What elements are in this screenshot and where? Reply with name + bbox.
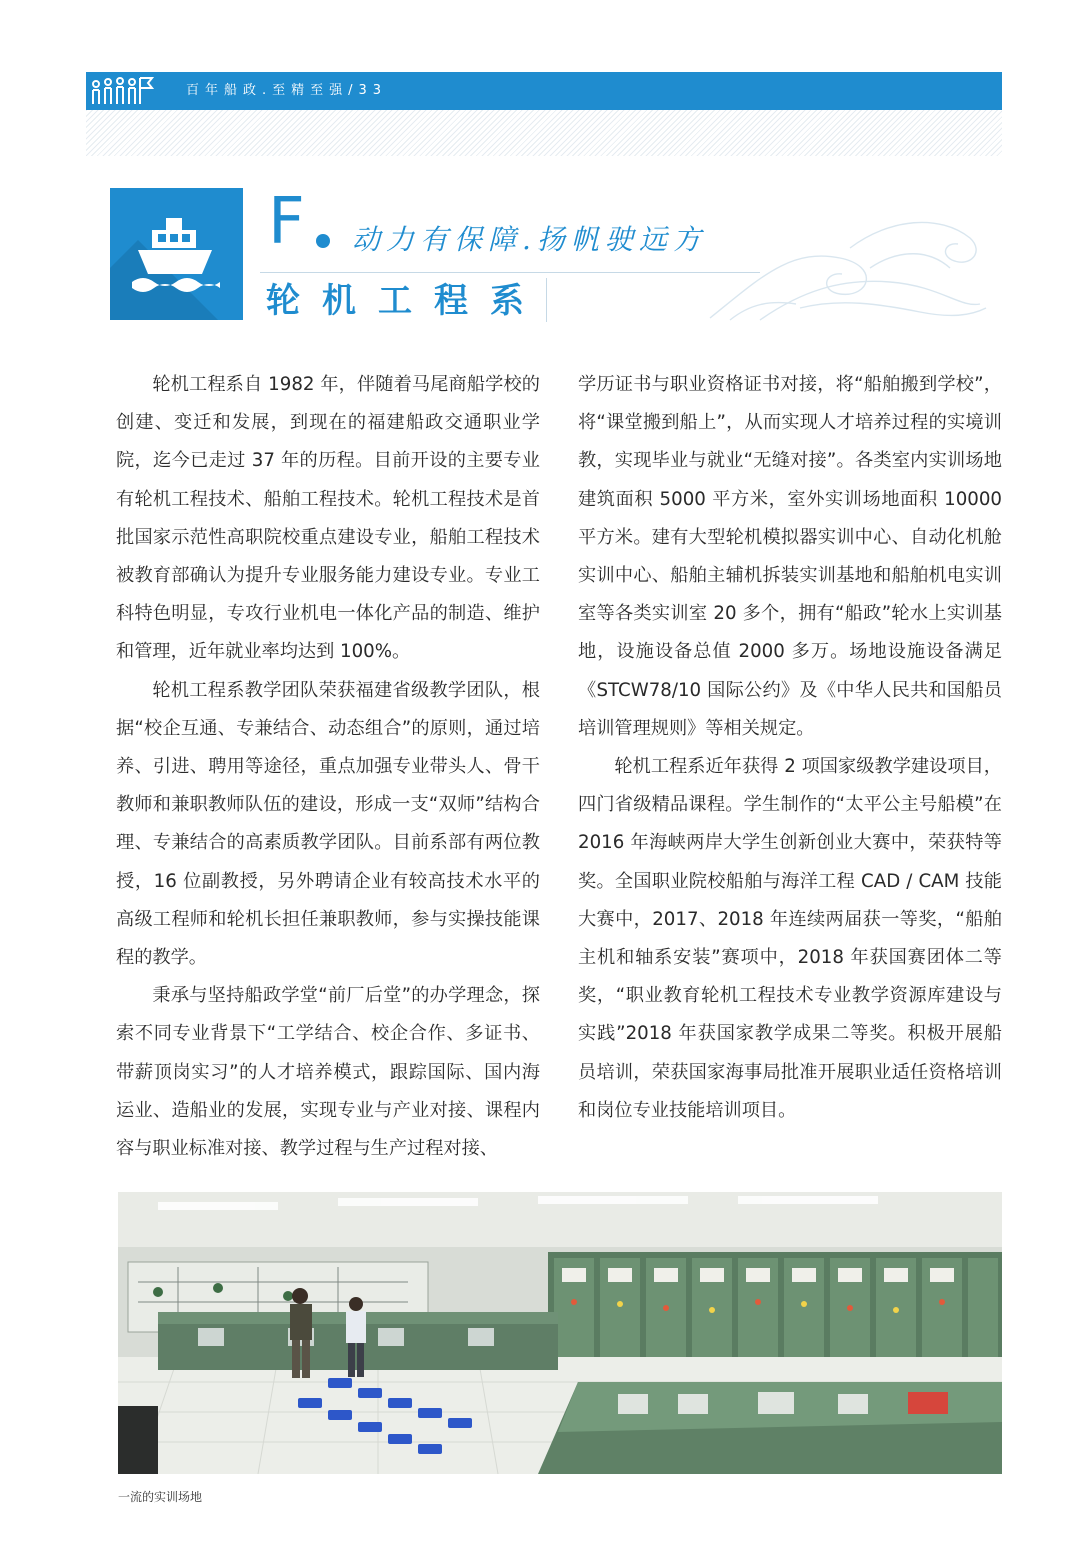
department-title: 轮机工程系: [266, 281, 546, 321]
paragraph: 轮机工程系教学团队荣获福建省级教学团队，根据“校企互通、专兼结合、动态组合”的原则，通过培养、引进、聘用等途径，重点加强专业带头人、骨干教师和兼职教师队伍的建设，形成一支“双师”结构合理、专兼结合的高素质教学团队。目前系部有两位教授，16 位副教授，另外聘请企业有较高技术水平的高级工程师和轮机长担任兼职教师，参与实操技能课程的教学。: [116, 679, 540, 969]
ship-waves-icon: [132, 218, 222, 298]
section-letter-dot: [316, 234, 330, 248]
body-column-left: [116, 366, 540, 1168]
section-tagline: 动力有保障.扬帆驶远方: [352, 223, 707, 256]
paragraph: 轮机工程系自 1982 年，伴随着马尾商船学校的创建、变迁和发展，到现在的福建船政交通职业学院，迄今已走过 37 年的历程。目前开设的主要专业有轮机工程技术、船舶工程技术。轮机工程技术是首批国家示范性高职院校重点建设专业，船舶工程技术被教育部确认为提升专业服务能力建设专业。专业工科特色明显，专攻行业机电一体化产品的制造、维护和管理，近年就业率均达到 100%。: [116, 374, 540, 663]
decorative-waves: [700, 208, 990, 328]
section-letter: F: [268, 185, 305, 259]
people-flag-icon: [88, 74, 154, 108]
body-column-right: [578, 366, 1002, 1130]
training-room-photo: [118, 1192, 1002, 1474]
header-logo: [86, 72, 156, 110]
photo-caption: 一流的实训场地: [118, 1490, 203, 1504]
title-divider: [260, 272, 760, 273]
section-badge: [110, 188, 243, 320]
header-hatch-band: [86, 110, 1002, 156]
title-vertical-divider: [546, 278, 547, 322]
paragraph: 轮机工程系近年获得 2 项国家级教学建设项目，四门省级精品课程。学生制作的“太平公主号船模”在 2016 年海峡两岸大学生创新创业大赛中，荣获特等奖。全国职业院校船舶与海洋工程 CAD / CAM 技能大赛中，2017、2018 年连续两届获一等奖，“船舶主机和轴系安装”赛项中，2018 年获国赛团体二等奖，“职业教育轮机工程技术专业教学资源库建设与实践”2018 年获国家教学成果二等奖。积极开展船员培训，荣获国家海事局批准开展职业适任资格培训和岗位专业技能培训项目。: [578, 756, 1002, 1121]
running-title: 百年船政.至精至强/33: [186, 83, 388, 98]
paragraph: 学历证书与职业资格证书对接，将“船舶搬到学校”，将“课堂搬到船上”，从而实现人才培养过程的实境训教，实现毕业与就业“无缝对接”。各类室内实训场地建筑面积 5000 平方米，室外实训场地面积 10000 平方米。建有大型轮机模拟器实训中心、自动化机舱实训中心、船舶主辅机拆装实训基地和船舶机电实训室等各类实训室 20 多个，拥有“船政”轮水上实训基地，设施设备总值 2000 多万。场地设施设备满足《STCW78/10 国际公约》及《中华人民共和国船员培训管理规则》等相关规定。: [578, 374, 1002, 739]
paragraph: 秉承与坚持船政学堂“前厂后堂”的办学理念，探索不同专业背景下“工学结合、校企合作、多证书、带薪顶岗实习”的人才培养模式，跟踪国际、国内海运业、造船业的发展，实现专业与产业对接、课程内容与职业标准对接、教学过程与生产过程对接、: [116, 985, 540, 1160]
photo-illustration: [118, 1192, 1002, 1474]
